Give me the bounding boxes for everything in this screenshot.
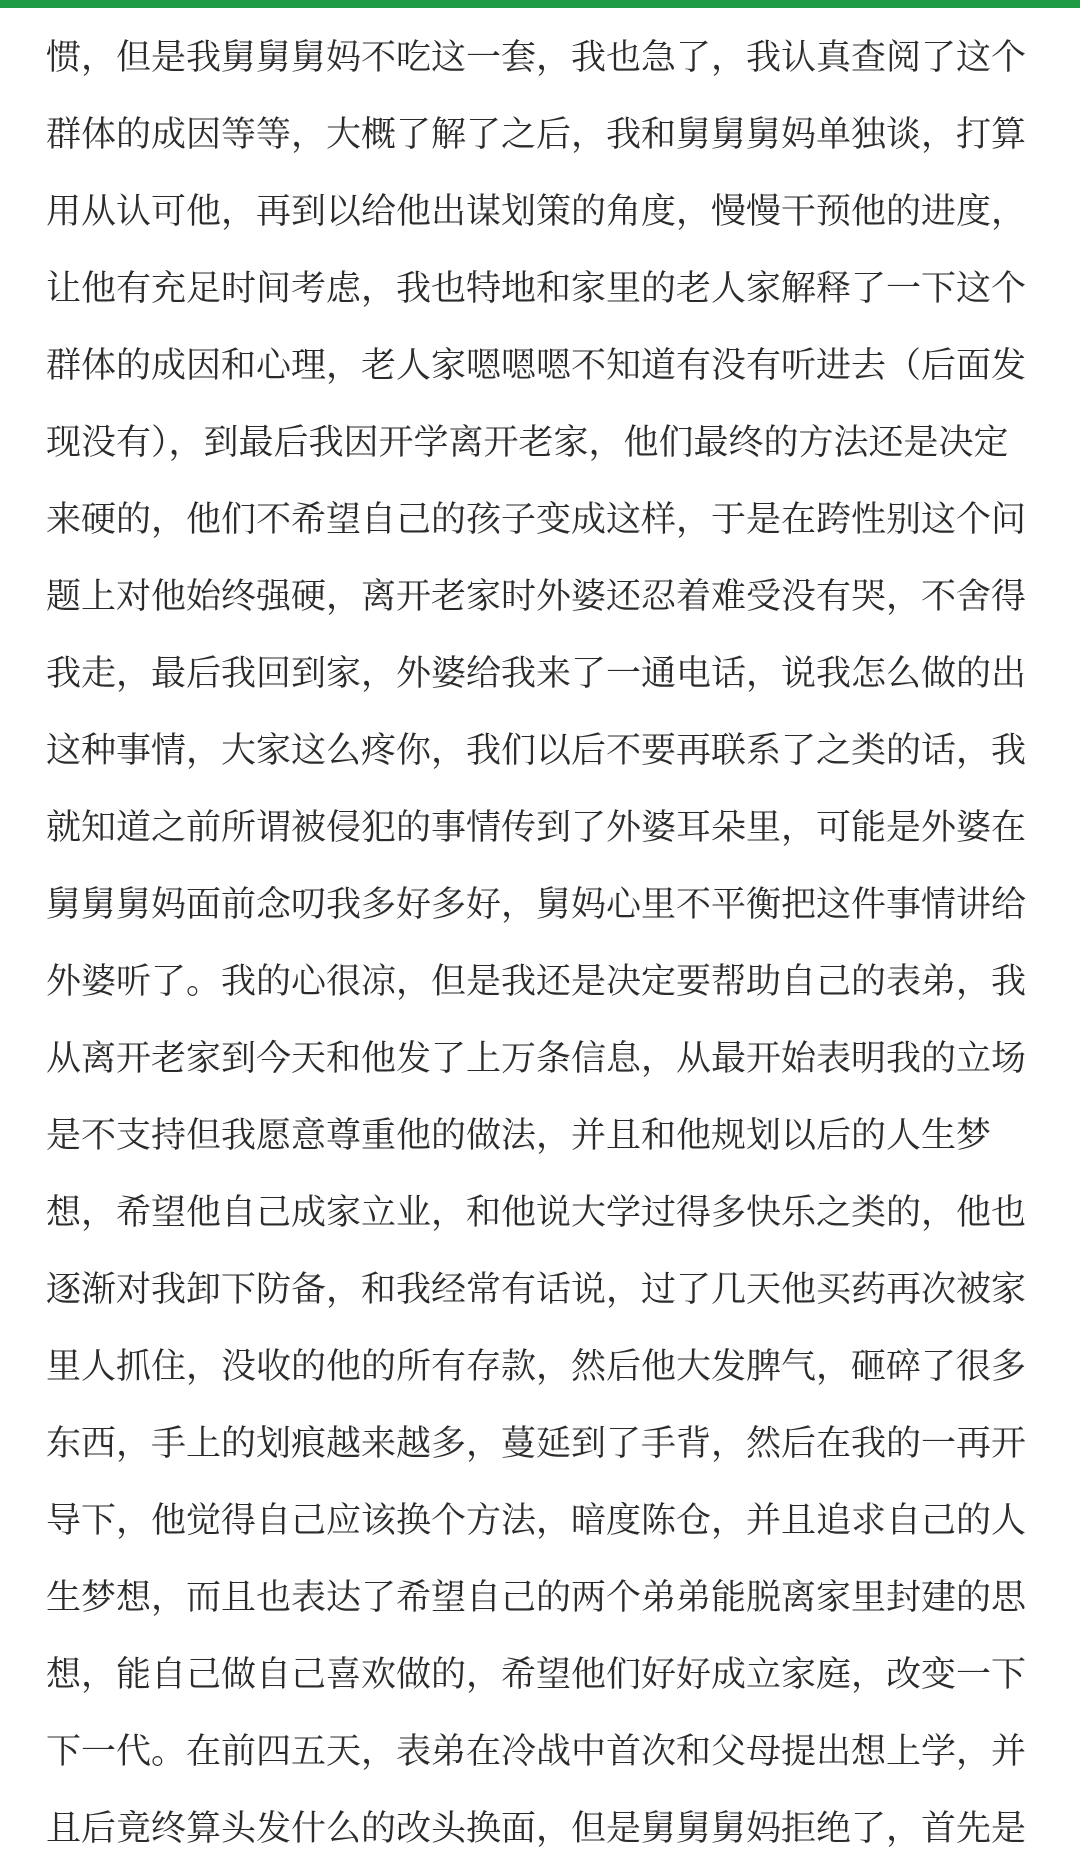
text-line: 想，能自己做自己喜欢做的，希望他们好好成立家庭，改变一下 bbox=[46, 1655, 1027, 1695]
text-line: 群体的成因等等，大概了解了之后，我和舅舅舅妈单独谈，打算 bbox=[46, 115, 1027, 155]
text-line: 导下，他觉得自己应该换个方法，暗度陈仓，并且追求自己的人 bbox=[46, 1501, 1027, 1541]
text-line: 来硬的，他们不希望自己的孩子变成这样，于是在跨性别这个问 bbox=[46, 500, 1027, 540]
text-line: 里人抓住，没收的他的所有存款，然后他大发脾气，砸碎了很多 bbox=[46, 1347, 1027, 1387]
text-line: 就知道之前所谓被侵犯的事情传到了外婆耳朵里，可能是外婆在 bbox=[46, 808, 1027, 848]
text-line: 题上对他始终强硬，离开老家时外婆还忍着难受没有哭，不舍得 bbox=[46, 577, 1027, 617]
text-line: 东西，手上的划痕越来越多，蔓延到了手背，然后在我的一再开 bbox=[46, 1424, 1027, 1464]
text-line: 我走，最后我回到家，外婆给我来了一通电话，说我怎么做的出 bbox=[46, 654, 1027, 694]
text-line: 从离开老家到今天和他发了上万条信息，从最开始表明我的立场 bbox=[46, 1039, 1027, 1079]
text-line: 这种事情，大家这么疼你，我们以后不要再联系了之类的话，我 bbox=[46, 731, 1027, 771]
text-line: 让他有充足时间考虑，我也特地和家里的老人家解释了一下这个 bbox=[46, 269, 1027, 309]
text-line: 用从认可他，再到以给他出谋划策的角度，慢慢干预他的进度， bbox=[46, 192, 1027, 232]
text-line: 是不支持但我愿意尊重他的做法，并且和他规划以后的人生梦 bbox=[46, 1116, 992, 1156]
text-line: 逐渐对我卸下防备，和我经常有话说，过了几天他买药再次被家 bbox=[46, 1270, 1027, 1310]
text-line: 想，希望他自己成家立业，和他说大学过得多快乐之类的，他也 bbox=[46, 1193, 1027, 1233]
text-line: 外婆听了。我的心很凉，但是我还是决定要帮助自己的表弟，我 bbox=[46, 962, 1027, 1002]
text-line: 舅舅舅妈面前念叨我多好多好，舅妈心里不平衡把这件事情讲给 bbox=[46, 885, 1027, 925]
text-line: 下一代。在前四五天，表弟在冷战中首次和父母提出想上学，并 bbox=[46, 1732, 1027, 1772]
text-line: 生梦想，而且也表达了希望自己的两个弟弟能脱离家里封建的思 bbox=[46, 1578, 1027, 1618]
text-line: 惯，但是我舅舅舅妈不吃这一套，我也急了，我认真查阅了这个 bbox=[46, 38, 1027, 78]
text-line: 群体的成因和心理，老人家嗯嗯嗯不知道有没有听进去（后面发 bbox=[46, 346, 1027, 386]
text-line-partial: 且后竟终算头发什么的改头换面，但是舅舅舅妈拒绝了，首先是 bbox=[46, 1809, 1027, 1849]
text-line: 现没有），到最后我因开学离开老家，他们最终的方法还是决定 bbox=[46, 423, 1009, 463]
